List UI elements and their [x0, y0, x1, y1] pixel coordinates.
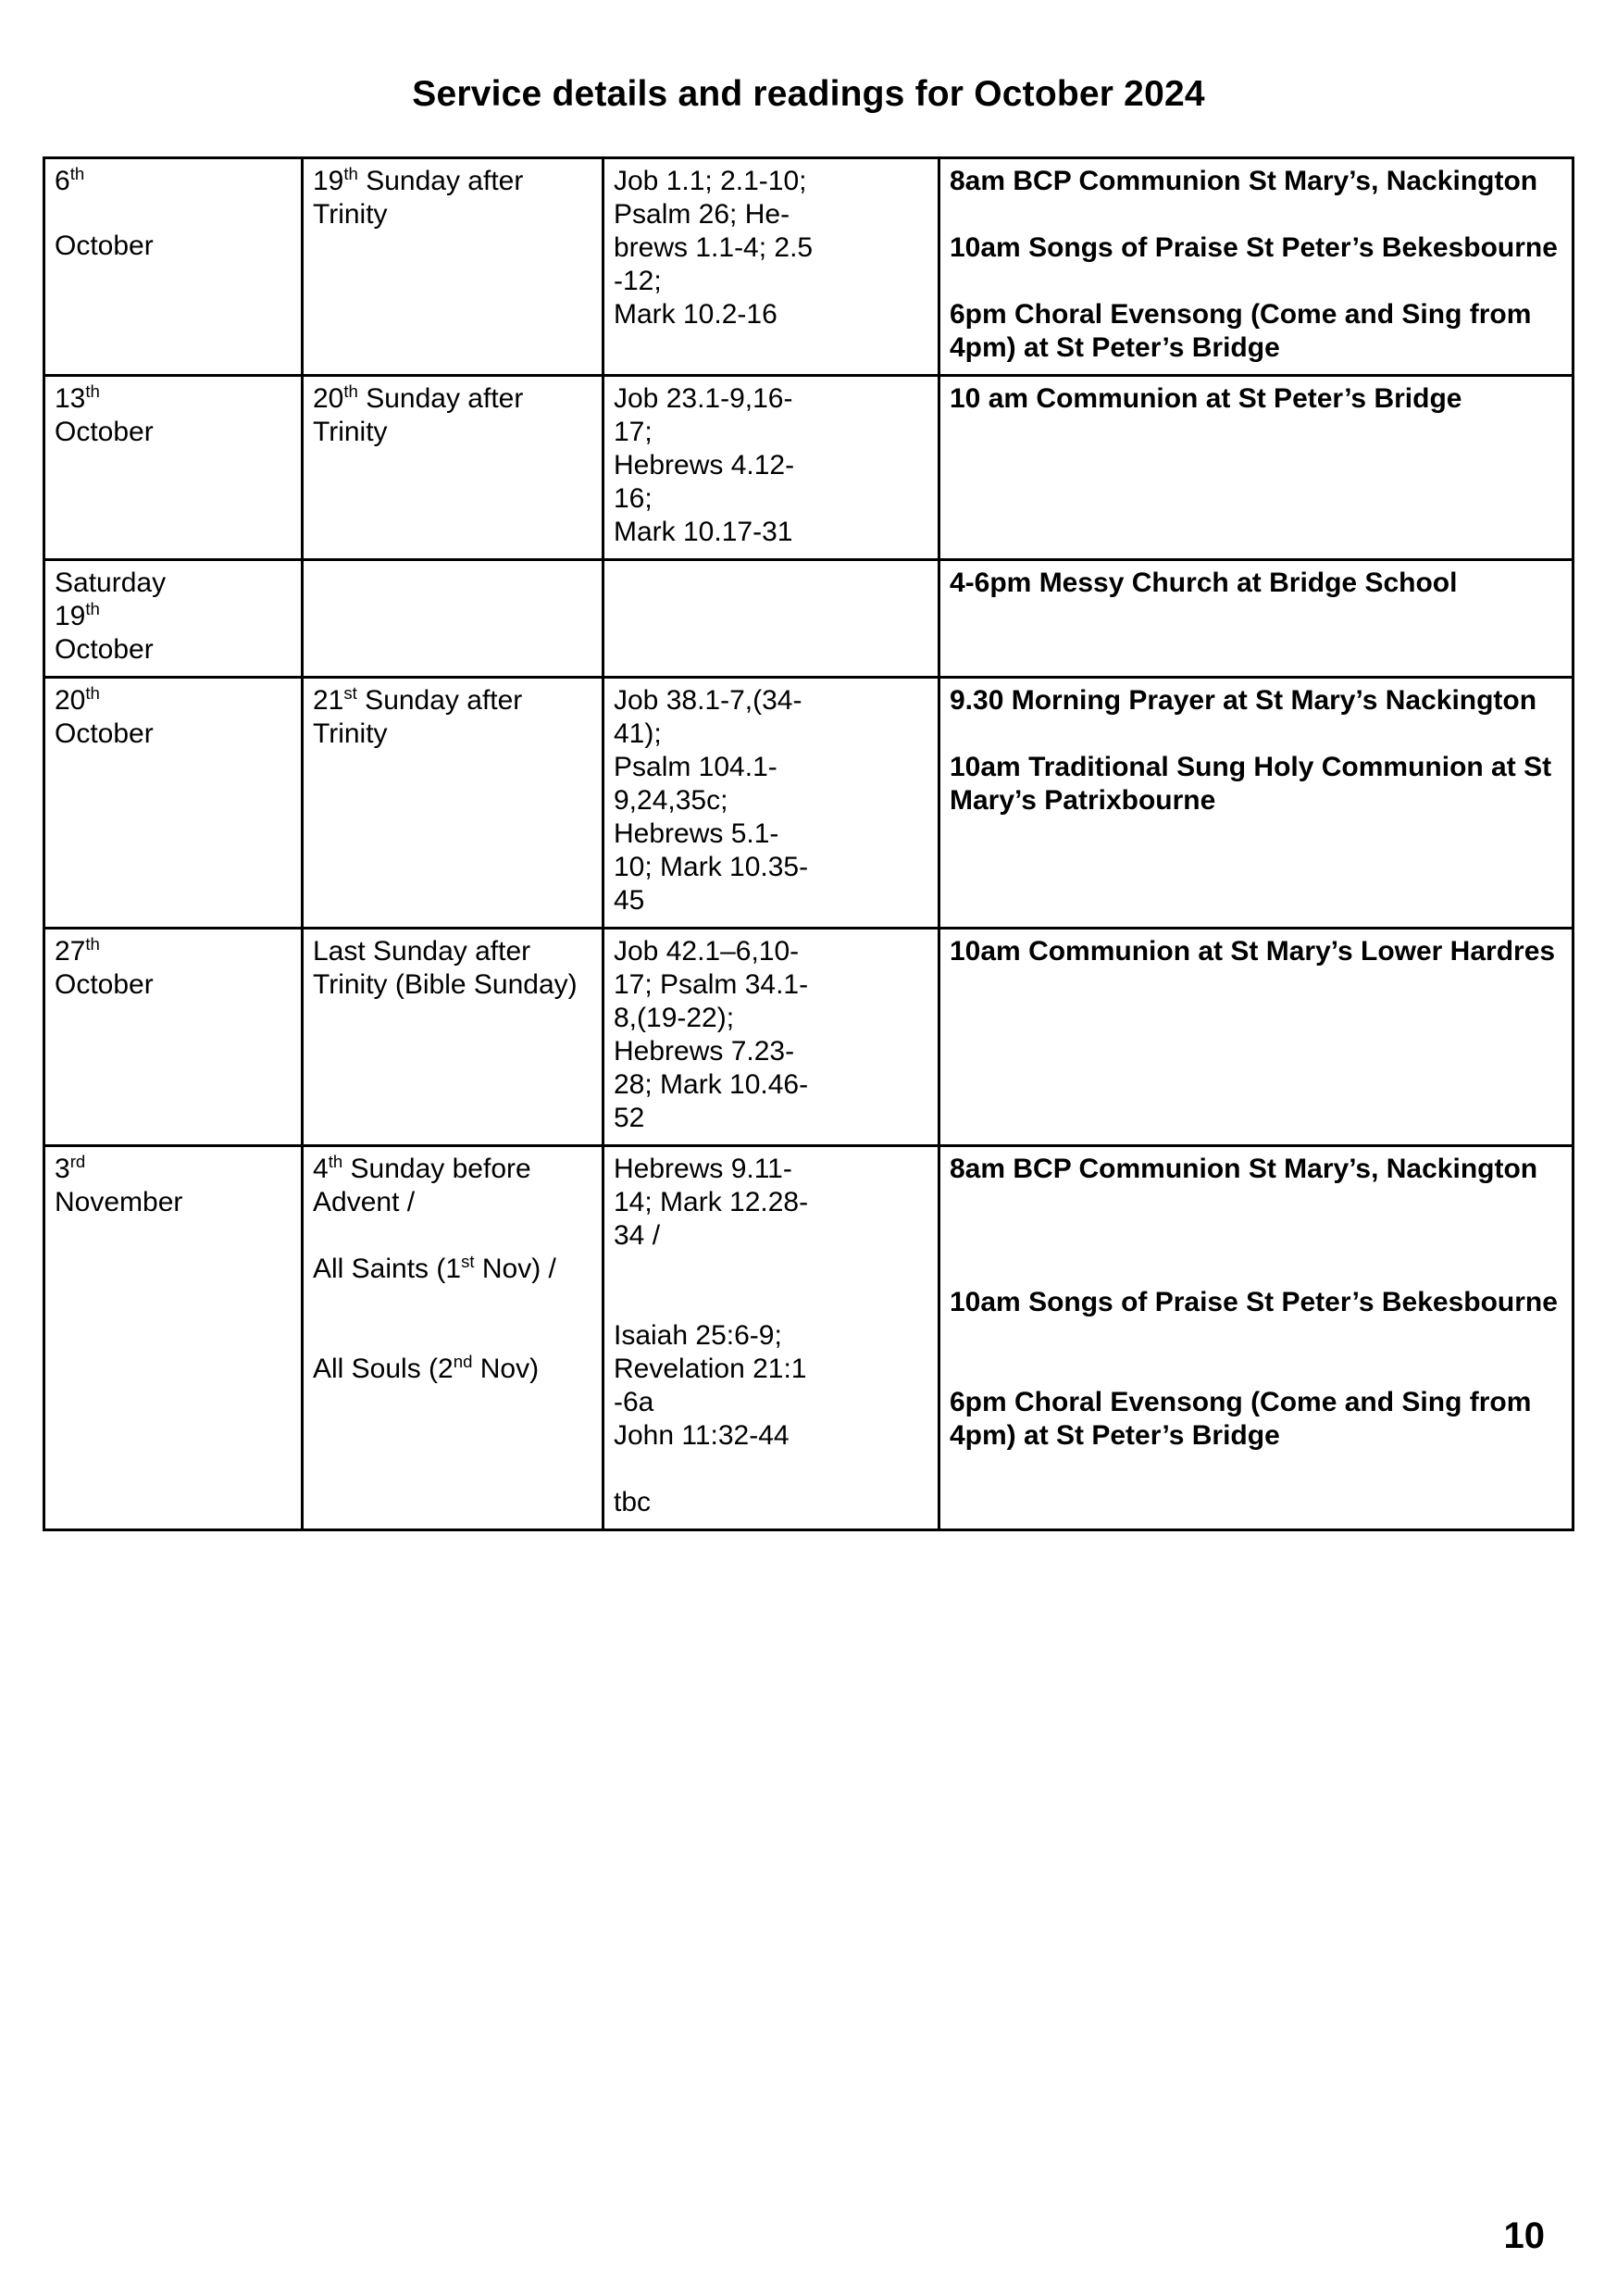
sunday-number: 4: [313, 1154, 329, 1184]
sunday-ordinal-suffix: th: [328, 1152, 343, 1171]
date-month: October: [55, 718, 154, 749]
cell-services: [939, 678, 1573, 929]
cell-sunday: [303, 678, 603, 929]
cell-services: [939, 560, 1573, 678]
spacer: [950, 198, 1562, 231]
reading-line: -6a: [614, 1387, 654, 1417]
spacer: [313, 1219, 592, 1253]
service-entry: 8am BCP Communion St Mary’s, Nackington: [950, 1154, 1538, 1184]
sunday-alt-all-souls: [313, 1353, 592, 1386]
cell-date: [44, 1146, 303, 1530]
reading-line: 28; Mark 10.46-: [614, 1069, 809, 1100]
all-saints-text: All Saints (1: [313, 1254, 462, 1284]
sunday-ordinal-suffix: st: [343, 683, 357, 703]
sunday-alt-all-saints: [313, 1253, 592, 1286]
sunday-text: Last Sunday after Trinity (Bible Sunday): [313, 936, 578, 1000]
table-row: [44, 376, 1573, 560]
service-entry: 10 am Communion at St Peter’s Bridge: [950, 383, 1462, 414]
service-entry: 4-6pm Messy Church at Bridge School: [950, 568, 1458, 598]
sunday-text: Sunday after Trinity: [313, 383, 524, 447]
table-row: [44, 678, 1573, 929]
page-number: 10: [1503, 2215, 1545, 2256]
cell-services: [939, 929, 1573, 1146]
date-weekday: Saturday: [55, 568, 167, 598]
reading-line: Hebrews 4.12-: [614, 450, 795, 480]
date-month: October: [55, 969, 154, 1000]
reading-line: 9,24,35c;: [614, 785, 728, 816]
date-month: October: [55, 634, 154, 665]
service-schedule-table: [43, 156, 1574, 1531]
reading-line: 10; Mark 10.35-: [614, 852, 809, 882]
reading-line: brews 1.1-4; 2.5: [614, 232, 814, 263]
reading-line: Hebrews 5.1-: [614, 818, 779, 849]
spacer: [950, 1186, 1562, 1219]
all-saints-ordinal-suffix: st: [461, 1252, 475, 1271]
cell-sunday: [303, 158, 603, 376]
cell-readings: [603, 158, 939, 376]
reading-line: Mark 10.2-16: [614, 299, 777, 330]
reading-line: 14; Mark 12.28-: [614, 1187, 809, 1217]
date-month: October: [55, 231, 154, 261]
service-entry: 10am Communion at St Mary’s Lower Hardres: [950, 936, 1556, 967]
sunday-number: 21: [313, 685, 344, 716]
service-entry: 6pm Choral Evensong (Come and Sing from 4pm) at St Peter’s Bridge: [950, 1387, 1532, 1451]
sunday-ordinal-suffix: th: [343, 164, 358, 183]
service-entry: 10am Traditional Sung Holy Communion at St Mary’s Patrixbourne: [950, 752, 1552, 816]
spacer: [313, 1319, 592, 1353]
reading-line: 8,(19-22);: [614, 1003, 735, 1033]
date-ordinal-suffix: th: [69, 164, 85, 183]
cell-readings: [603, 929, 939, 1146]
date-day-wrap: [55, 600, 292, 633]
sunday-primary: [313, 1153, 592, 1219]
sunday-ordinal-suffix: th: [343, 381, 358, 401]
cell-date: [44, 929, 303, 1146]
reading-line: 17; Psalm 34.1-: [614, 969, 809, 1000]
spacer: [950, 1319, 1562, 1353]
all-saints-text-end: Nov) /: [474, 1254, 556, 1284]
date-day: 6: [55, 166, 70, 196]
reading-line: Psalm 26; He-: [614, 199, 790, 230]
table-row: [44, 1146, 1573, 1530]
spacer: [614, 1453, 928, 1486]
all-souls-text: All Souls (2: [313, 1354, 454, 1384]
cell-services: [939, 376, 1573, 560]
reading-line: Job 42.1–6,10-: [614, 936, 800, 967]
cell-sunday: [303, 560, 603, 678]
spacer: [950, 1219, 1562, 1253]
cell-readings: [603, 678, 939, 929]
date-month: October: [55, 417, 154, 447]
reading-line: Job 23.1-9,16-: [614, 383, 793, 414]
date-day: 19: [55, 601, 86, 631]
spacer: [614, 1286, 928, 1319]
date-day: 20: [55, 685, 86, 716]
reading-line: tbc: [614, 1487, 652, 1517]
spacer: [950, 1253, 1562, 1286]
date-ordinal-suffix: th: [85, 381, 100, 401]
spacer: [313, 1286, 592, 1319]
sunday-text: Sunday before Advent /: [313, 1154, 531, 1217]
spacer: [55, 198, 292, 230]
all-souls-text-end: Nov): [472, 1354, 540, 1384]
cell-date: [44, 678, 303, 929]
spacer: [950, 718, 1562, 751]
cell-readings: [603, 1146, 939, 1530]
cell-services: [939, 158, 1573, 376]
date-day: 27: [55, 936, 86, 967]
table-row: [44, 929, 1573, 1146]
page-title: Service details and readings for October 2024: [412, 74, 1205, 114]
date-day: 13: [55, 383, 86, 414]
date-day: 3: [55, 1154, 70, 1184]
sunday-text: Sunday after Trinity: [313, 166, 524, 230]
reading-line: 34 /: [614, 1220, 661, 1251]
reading-line: 52: [614, 1103, 645, 1133]
service-entry: 9.30 Morning Prayer at St Mary’s Nackington: [950, 685, 1537, 716]
reading-line: Isaiah 25:6-9;: [614, 1320, 782, 1351]
reading-line: Job 38.1-7,(34-: [614, 685, 802, 716]
cell-sunday: [303, 1146, 603, 1530]
reading-line: Job 1.1; 2.1-10;: [614, 166, 807, 196]
cell-date: [44, 560, 303, 678]
sunday-number: 19: [313, 166, 344, 196]
sunday-text: Sunday after Trinity: [313, 685, 523, 749]
reading-line: Revelation 21:1: [614, 1354, 807, 1384]
spacer: [950, 1353, 1562, 1386]
reading-line: 45: [614, 885, 645, 916]
cell-sunday: [303, 376, 603, 560]
reading-line: 16;: [614, 483, 653, 514]
date-ordinal-suffix: th: [85, 934, 100, 954]
table-row: [44, 158, 1573, 376]
date-month: November: [55, 1187, 183, 1217]
service-entry: 10am Songs of Praise St Peter’s Bekesbourne: [950, 1287, 1558, 1317]
date-ordinal-suffix: rd: [69, 1152, 86, 1171]
reading-line: -12;: [614, 266, 662, 296]
table-row: [44, 560, 1573, 678]
service-entry: 8am BCP Communion St Mary’s, Nackington: [950, 166, 1538, 196]
cell-sunday: [303, 929, 603, 1146]
all-souls-ordinal-suffix: nd: [453, 1352, 473, 1371]
cell-readings: [603, 560, 939, 678]
service-entry: 6pm Choral Evensong (Come and Sing from 4pm) at St Peter’s Bridge: [950, 299, 1532, 363]
reading-line: John 11:32-44: [614, 1420, 790, 1451]
reading-line: Psalm 104.1-: [614, 752, 777, 782]
date-ordinal-suffix: th: [85, 599, 100, 618]
reading-line: 17;: [614, 417, 653, 447]
spacer: [614, 1253, 928, 1286]
reading-line: 41);: [614, 718, 662, 749]
cell-services: [939, 1146, 1573, 1530]
reading-line: Hebrews 9.11-: [614, 1154, 792, 1184]
cell-date: [44, 158, 303, 376]
sunday-number: 20: [313, 383, 344, 414]
service-entry: 10am Songs of Praise St Peter’s Bekesbourne: [950, 232, 1558, 263]
reading-line: Mark 10.17-31: [614, 517, 793, 547]
reading-line: Hebrews 7.23-: [614, 1036, 795, 1067]
spacer: [950, 265, 1562, 298]
date-ordinal-suffix: th: [85, 683, 100, 703]
cell-date: [44, 376, 303, 560]
cell-readings: [603, 376, 939, 560]
